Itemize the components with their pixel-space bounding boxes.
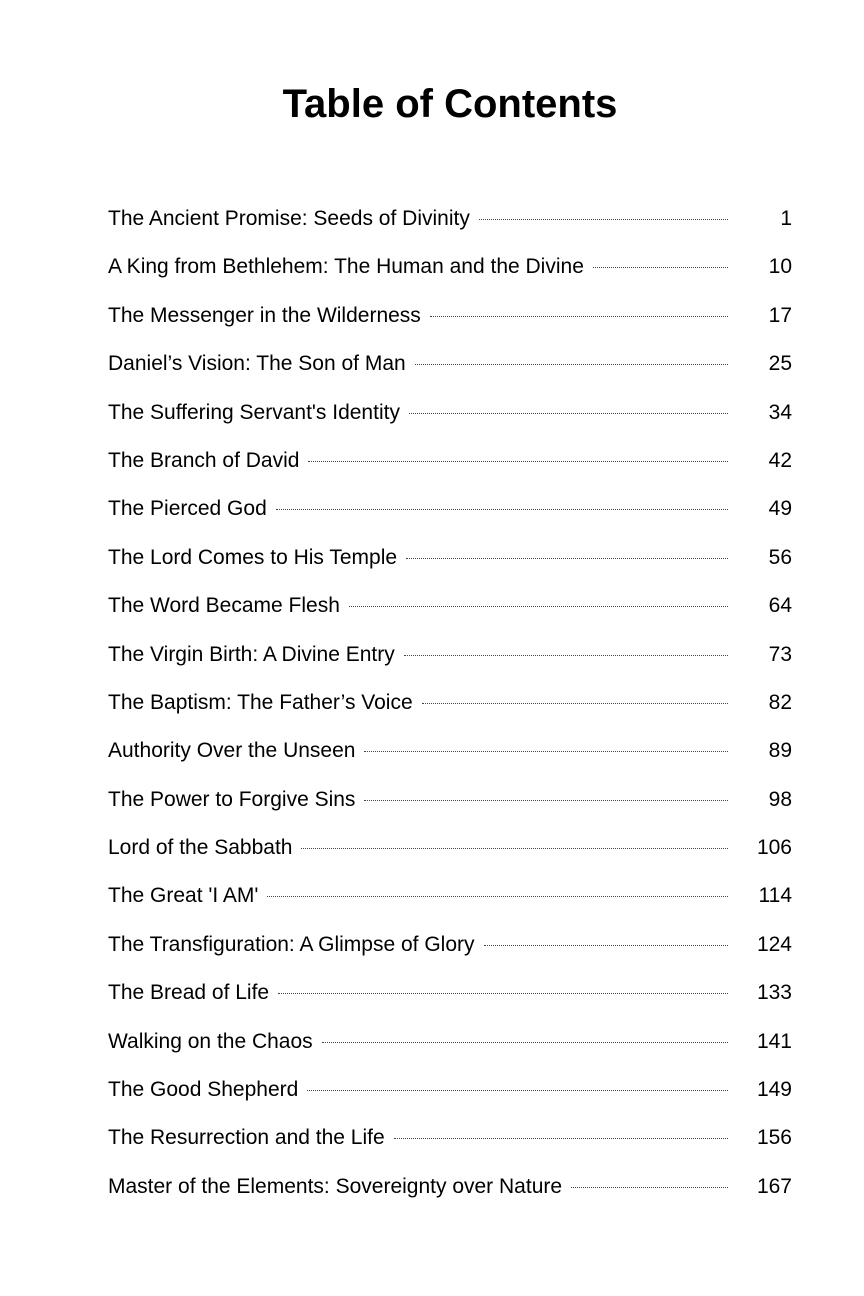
- toc-entry-title: Lord of the Sabbath: [108, 836, 293, 860]
- toc-entry: [108, 781, 792, 829]
- toc-entry-page-number: 82: [768, 690, 792, 714]
- toc-entry-title: The Ancient Promise: Seeds of Divinity: [108, 207, 470, 230]
- toc-entry-page-number: 17: [768, 303, 792, 327]
- toc-entry-title: The Suffering Servant's Identity: [108, 400, 400, 424]
- toc-entry-page-number: 114: [758, 884, 792, 908]
- toc-entry: [108, 394, 792, 442]
- toc-entry-page-number: 34: [768, 400, 792, 424]
- dot-leader: [593, 267, 728, 268]
- page-title: Table of Contents: [282, 82, 618, 126]
- dot-leader: [322, 1042, 728, 1043]
- toc-entry-page-number: 10: [768, 255, 792, 279]
- toc-entry: [108, 974, 792, 1022]
- toc-list: [108, 200, 792, 1216]
- toc-entry-title: Daniel’s Vision: The Son of Man: [108, 352, 406, 376]
- toc-entry: [108, 636, 792, 684]
- toc-entry-title: The Messenger in the Wilderness: [108, 303, 421, 327]
- toc-entry: [108, 490, 792, 538]
- toc-entry-page-number: 167: [756, 1174, 792, 1198]
- toc-entry: [108, 1071, 792, 1119]
- dot-leader: [364, 800, 728, 801]
- toc-entry-page-number: 98: [768, 787, 792, 811]
- toc-entry-page-number: 73: [768, 642, 792, 666]
- dot-leader: [301, 848, 728, 849]
- toc-entry-page-number: 64: [768, 594, 792, 618]
- dot-leader: [484, 945, 729, 946]
- toc-entry-title: The Transfiguration: A Glimpse of Glory: [108, 932, 475, 956]
- dot-leader: [308, 461, 728, 462]
- dot-leader: [267, 896, 728, 897]
- toc-entry: [108, 297, 792, 345]
- toc-entry-page-number: 133: [756, 981, 792, 1005]
- dot-leader: [404, 655, 728, 656]
- toc-entry-title: The Resurrection and the Life: [108, 1126, 385, 1150]
- toc-entry-page-number: 106: [756, 836, 792, 860]
- toc-entry-title: Walking on the Chaos: [108, 1029, 313, 1053]
- toc-entry: [108, 1023, 792, 1071]
- toc-entry: [108, 829, 792, 877]
- toc-entry-title: The Branch of David: [108, 448, 300, 472]
- dot-leader: [479, 219, 728, 220]
- toc-entry-title: The Power to Forgive Sins: [108, 787, 356, 811]
- dot-leader: [364, 751, 728, 752]
- toc-entry: [108, 877, 792, 925]
- toc-entry-page-number: 124: [756, 932, 792, 956]
- toc-entry: [108, 587, 792, 635]
- dot-leader: [422, 703, 728, 704]
- toc-entry-title: The Bread of Life: [108, 981, 270, 1005]
- dot-leader: [409, 413, 728, 414]
- toc-entry-page-number: 89: [768, 739, 792, 763]
- dot-leader: [415, 364, 728, 365]
- toc-entry-title: The Virgin Birth: A Divine Entry: [108, 642, 395, 666]
- toc-entry-page-number: 49: [768, 497, 792, 521]
- dot-leader: [406, 558, 728, 559]
- toc-entry: [108, 248, 792, 296]
- dot-leader: [307, 1090, 728, 1091]
- toc-entry-title: The Lord Comes to His Temple: [108, 545, 398, 569]
- toc-entry-title: The Great 'I AM': [108, 884, 259, 908]
- toc-entry: [108, 926, 792, 974]
- toc-entry-title: The Baptism: The Father’s Voice: [108, 690, 413, 714]
- toc-entry: [108, 200, 792, 248]
- toc-entry: [108, 1168, 792, 1216]
- dot-leader: [276, 509, 728, 510]
- dot-leader: [430, 316, 728, 317]
- toc-entry: [108, 442, 792, 490]
- dot-leader: [394, 1138, 728, 1139]
- toc-entry-title: Authority Over the Unseen: [108, 739, 356, 763]
- dot-leader: [349, 606, 728, 607]
- toc-entry-page-number: 42: [768, 448, 792, 472]
- toc-entry-page-number: 156: [756, 1126, 792, 1150]
- toc-entry: [108, 539, 792, 587]
- toc-entry: [108, 1119, 792, 1167]
- toc-entry-page-number: 1: [780, 207, 792, 230]
- toc-entry: [108, 732, 792, 780]
- toc-entry-page-number: 141: [756, 1029, 792, 1053]
- toc-entry-title: Master of the Elements: Sovereignty over Nature: [108, 1174, 563, 1198]
- toc-entry: [108, 345, 792, 393]
- dot-leader: [278, 993, 728, 994]
- toc-entry-title: The Good Shepherd: [108, 1078, 299, 1102]
- toc-entry-title: The Word Became Flesh: [108, 594, 340, 618]
- dot-leader: [571, 1187, 728, 1188]
- toc-entry-title: A King from Bethlehem: The Human and the Divine: [108, 255, 584, 279]
- toc-entry-page-number: 149: [756, 1078, 792, 1102]
- toc-entry-title: The Pierced God: [108, 497, 267, 521]
- toc-entry-page-number: 25: [768, 352, 792, 376]
- toc-entry-page-number: 56: [768, 545, 792, 569]
- toc-entry: [108, 684, 792, 732]
